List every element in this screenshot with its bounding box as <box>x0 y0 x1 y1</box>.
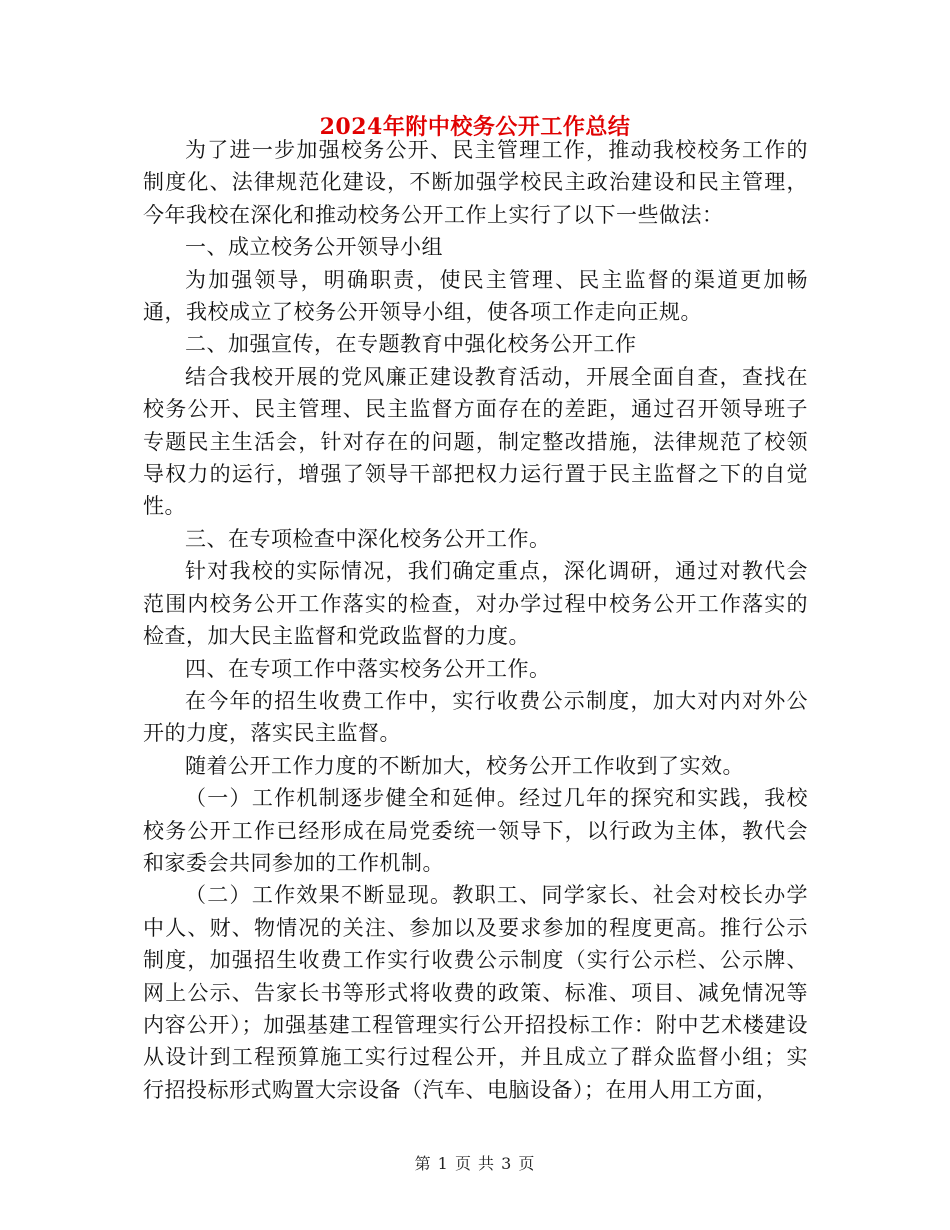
page-number-footer: 第 1 页 共 3 页 <box>414 1154 536 1173</box>
result-paragraph-2: （二）工作效果不断显现。教职工、同学家长、社会对校长办学中人、财、物情况的关注、参加以及要求参加的程度更高。推行公示制度，加强招生收费工作实行收费公示制度（实行公示栏、公示牌、网上公示、告家长书等形式将收费的政策、标准、项目、减免情况等内容公开）；加强基建工程管理实行公开招投标工作：附中艺术楼建设从设计到工程预算施工实行过程公开，并且成立了群众监督小组；实行招投标形式购置大宗设备（汽车、电脑设备）；在用人用工方面， <box>143 883 808 1102</box>
section-paragraph-1: 为加强领导，明确职责，使民主管理、民主监督的渠道更加畅通，我校成立了校务公开领导小组，使各项工作走向正规。 <box>143 267 808 325</box>
section-paragraph-3: 针对我校的实际情况，我们确定重点，深化调研，通过对教代会范围内校务公开工作落实的检查，对办学过程中校务公开工作落实的检查，加大民主监督和党政监督的力度。 <box>143 559 808 649</box>
result-paragraph-1: （一）工作机制逐步健全和延伸。经过几年的探究和实践，我校校务公开工作已经形成在局党委统一领导下，以行政为主体，教代会和家委会共同参加的工作机制。 <box>143 786 808 875</box>
document-body <box>143 134 808 1106</box>
document-title: 2024年附中校务公开工作总结 <box>319 114 631 140</box>
section-heading-2: 二、加强宣传，在专题教育中强化校务公开工作 <box>185 332 637 357</box>
section-heading-4: 四、在专项工作中落实校务公开工作。 <box>185 656 551 681</box>
intro-paragraph: 为了进一步加强校务公开、民主管理工作，推动我校校务工作的制度化、法律规范化建设，不断加强学校民主政治建设和民主管理，今年我校在深化和推动校务公开工作上实行了以下一些做法： <box>143 138 808 227</box>
results-intro-paragraph: 随着公开工作力度的不断加大，校务公开工作收到了实效。 <box>185 753 744 778</box>
section-paragraph-2: 结合我校开展的党风廉正建设教育活动，开展全面自查，查找在校务公开、民主管理、民主监督方面存在的差距，通过召开领导班子专题民主生活会，针对存在的问题，制定整改措施，法律规范了校领导权力的运行，增强了领导干部把权力运行置于民主监督之下的自觉性。 <box>143 364 808 519</box>
section-paragraph-4: 在今年的招生收费工作中，实行收费公示制度，加大对内对外公开的力度，落实民主监督。 <box>143 688 808 746</box>
section-heading-1: 一、成立校务公开领导小组 <box>185 235 443 260</box>
section-heading-3: 三、在专项检查中深化校务公开工作。 <box>185 526 551 551</box>
